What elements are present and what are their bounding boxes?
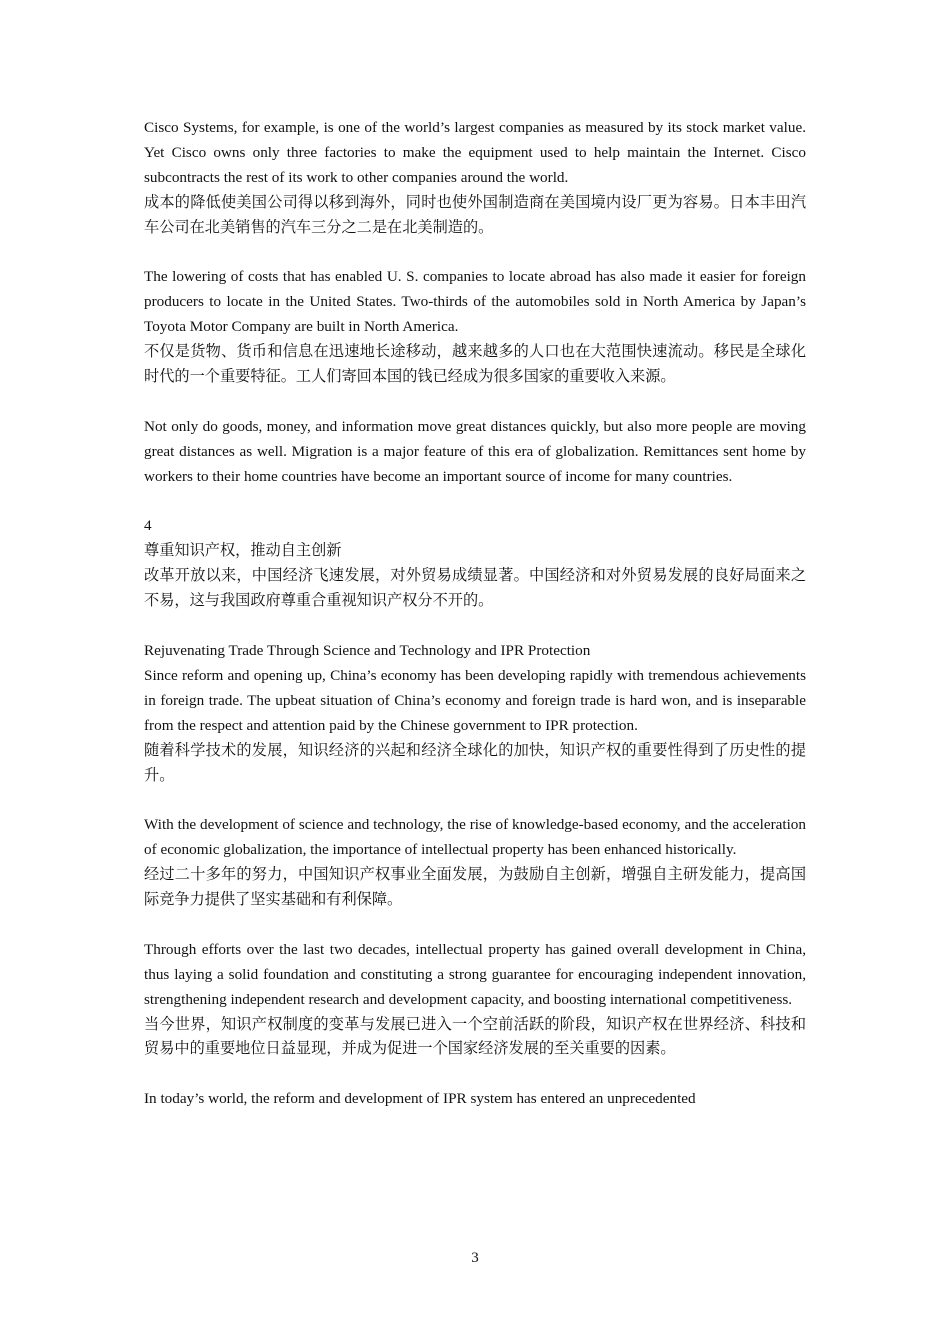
paragraph-gap bbox=[144, 390, 806, 415]
paragraph-ipr-world-zh: 当今世界，知识产权制度的变革与发展已进入一个空前活跃的阶段，知识产权在世界经济、科技和贸易中的重要地位日益显现，并成为促进一个国家经济发展的至关重要的因素。 bbox=[144, 1015, 806, 1058]
paragraph-gap bbox=[144, 1062, 806, 1087]
paragraph-costs-en: The lowering of costs that has enabled U. S. companies to locate abroad has also made it easier for foreign producers to locate in the United States. Two-thirds of the automobiles sold in North America by Japan’s Toyota Motor Company are built in North America. bbox=[144, 268, 806, 336]
paragraph-gap bbox=[144, 614, 806, 639]
paragraph-costs-zh: 成本的降低使美国公司得以移到海外，同时也使外国制造商在美国境内设厂更为容易。日本丰田汽车公司在北美销售的汽车三分之二是在北美制造的。 bbox=[144, 193, 806, 236]
paragraph-gap bbox=[144, 788, 806, 813]
paragraph-science-zh: 随着科学技术的发展，知识经济的兴起和经济全球化的加快，知识产权的重要性得到了历史性的提升。 bbox=[144, 741, 806, 784]
paragraph-science-en: With the development of science and technology, the rise of knowledge-based economy, and the acceleration of economic globalization, the importance of intellectual property has been enhanced historically. bbox=[144, 816, 806, 859]
paragraph-efforts-en: Through efforts over the last two decades, intellectual property has gained overall development in China, thus laying a solid foundation and constituting a strong guarantee for encouraging independent innovation, strengthening independent research and development capacity, and boosting international competitiveness. bbox=[144, 940, 806, 1008]
section-number: 4 bbox=[144, 517, 152, 535]
paragraph-gap bbox=[144, 490, 806, 515]
paragraph-cisco-en: Cisco Systems, for example, is one of the world’s largest companies as measured by its stock market value. Yet Cisco owns only three factories to make the equipment used to help maintain the Internet. Cisco subcontracts the rest of its work to other companies around the world. bbox=[144, 119, 806, 186]
paragraph-migration-en: Not only do goods, money, and information move great distances quickly, but also more people are moving great distances as well. Migration is a major feature of this era of globalization. Remittances sent home by workers to their home countries have become an important source of income for many countries. bbox=[144, 417, 806, 485]
paragraph-reform-zh: 改革开放以来，中国经济飞速发展，对外贸易成绩显著。中国经济和对外贸易发展的良好局面来之不易，这与我国政府尊重合重视知识产权分不开的。 bbox=[144, 567, 806, 610]
section-title-zh: 尊重知识产权，推动自主创新 bbox=[144, 542, 342, 560]
paragraph-migration-zh: 不仅是货物、货币和信息在迅速地长途移动，越来越多的人口也在大范围快速流动。移民是全球化时代的一个重要特征。工人们寄回本国的钱已经成为很多国家的重要收入来源。 bbox=[144, 343, 806, 386]
paragraph-gap bbox=[144, 913, 806, 938]
document-body bbox=[144, 116, 806, 1112]
paragraph-reform-en: Since reform and opening up, China’s economy has been developing rapidly with tremendous achievements in foreign trade. The upbeat situation of China’s economy and foreign trade is hard won, and is inseparable from the respect and attention paid by the Chinese government to IPR protection. bbox=[144, 666, 806, 734]
paragraph-efforts-zh: 经过二十多年的努力，中国知识产权事业全面发展，为鼓励自主创新，增强自主研发能力，提高国际竞争力提供了坚实基础和有利保障。 bbox=[144, 866, 806, 909]
paragraph-gap bbox=[144, 241, 806, 266]
section-title-en: Rejuvenating Trade Through Science and Technology and IPR Protection bbox=[144, 641, 591, 659]
page-number: 3 bbox=[471, 1250, 479, 1266]
paragraph-ipr-world-en: In today’s world, the reform and development of IPR system has entered an unprecedented bbox=[144, 1090, 696, 1108]
